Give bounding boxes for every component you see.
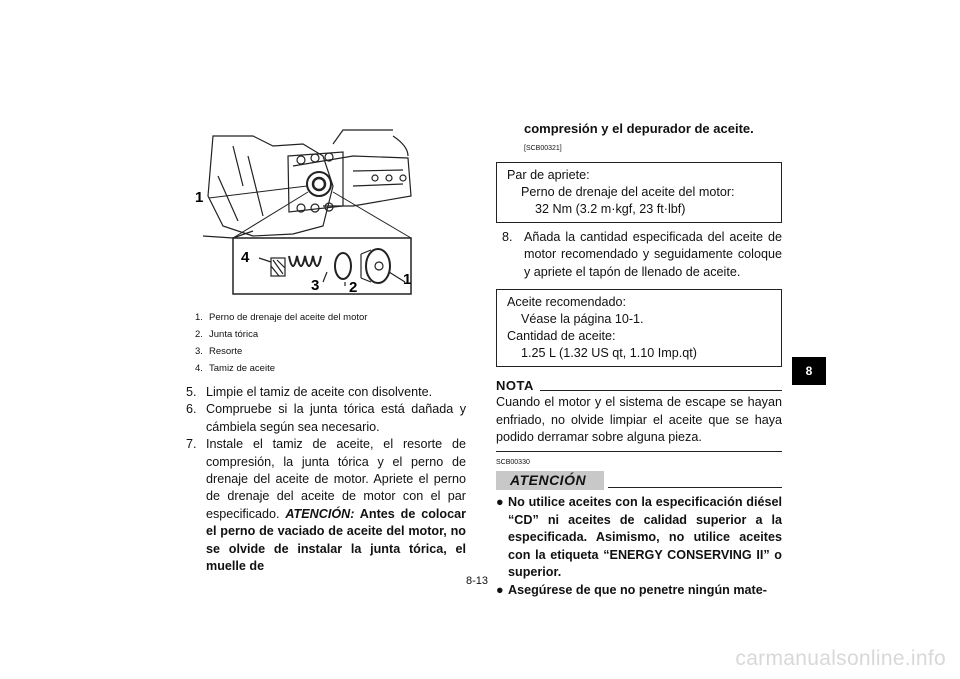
engine-drain-illustration — [193, 126, 415, 302]
atencion-inline-label: ATENCIÓN: — [285, 506, 355, 521]
warning-bullet: ● No utilice aceites con la especificación diésel “CD” ni aceites de calidad superior a la especificada. Asimismo, no utilice aceites con la etiqueta “ENERGY CONSERVING II” o superior. — [496, 494, 782, 581]
warning-bullet: ● Asegúrese de que no penetre ningún mate- — [496, 582, 782, 599]
page-number: 8-13 — [466, 575, 489, 587]
callout-3: 3 — [311, 277, 320, 294]
atencion-label: ATENCIÓN — [496, 471, 604, 490]
step-5: 5. Limpie el tamiz de aceite con disolvente. — [186, 385, 433, 399]
legend-item: 2. Junta tórica — [195, 329, 259, 340]
callout-1-inset: 1 — [403, 271, 412, 288]
right-column — [496, 120, 782, 599]
step-8: 8. Añada la cantidad especificada del aceite de motor recomendado y seguidamente coloque y apriete el tapón de llenado de aceite. — [502, 229, 782, 279]
atencion-header — [496, 471, 782, 490]
section-code: SCB00330 — [496, 458, 530, 466]
watermark: carmanualsonline.info — [735, 647, 946, 670]
legend-item: 1. Perno de drenaje del aceite del motor — [195, 312, 368, 323]
step-6: 6. Compruebe si la junta tórica está dañada y cámbiela según sea necesario. — [186, 402, 466, 434]
bullet-icon: ● — [496, 582, 504, 597]
nota-header: NOTA — [496, 377, 782, 394]
oil-drain-figure — [193, 126, 415, 302]
bullet-icon: ● — [496, 495, 504, 510]
torque-spec-box: Par de apriete: Perno de drenaje del aceite del motor: 32 Nm (3.2 m·kgf, 23 ft·lbf) — [496, 162, 782, 223]
callout-4: 4 — [241, 249, 250, 266]
step-7: 7. Instale el tamiz de aceite, el resorte de compresión, la junta tórica y el perno de drenaje del aceite de motor. Apriete el perno de drenaje del aceite de motor con el par especificado. ATENCIÓN: Antes de colocar el perno de vaciado de aceite del motor, no se olvide de instalar la junta tórica, el muelle de — [186, 437, 466, 574]
divider — [496, 451, 782, 452]
callout-1-main: 1 — [195, 189, 204, 206]
legend-item: 4. Tamiz de aceite — [195, 363, 276, 374]
left-column — [186, 384, 466, 575]
callout-2: 2 — [349, 279, 358, 296]
chapter-tab: 8 — [792, 357, 826, 385]
figure-legend — [195, 309, 367, 377]
oil-spec-box: Aceite recomendado: Véase la página 10-1. Cantidad de aceite: 1.25 L (1.32 US qt, 1.10 Imp.qt) — [496, 289, 782, 367]
legend-item: 3. Resorte — [195, 346, 243, 357]
nota-text: Cuando el motor y el sistema de escape se hayan enfriado, no olvide limpiar el aceite que se haya podido derramar sobre alguna pieza. — [496, 395, 782, 445]
continuation-text: compresión y el depurador de aceite.[SCB00321] — [524, 121, 754, 153]
